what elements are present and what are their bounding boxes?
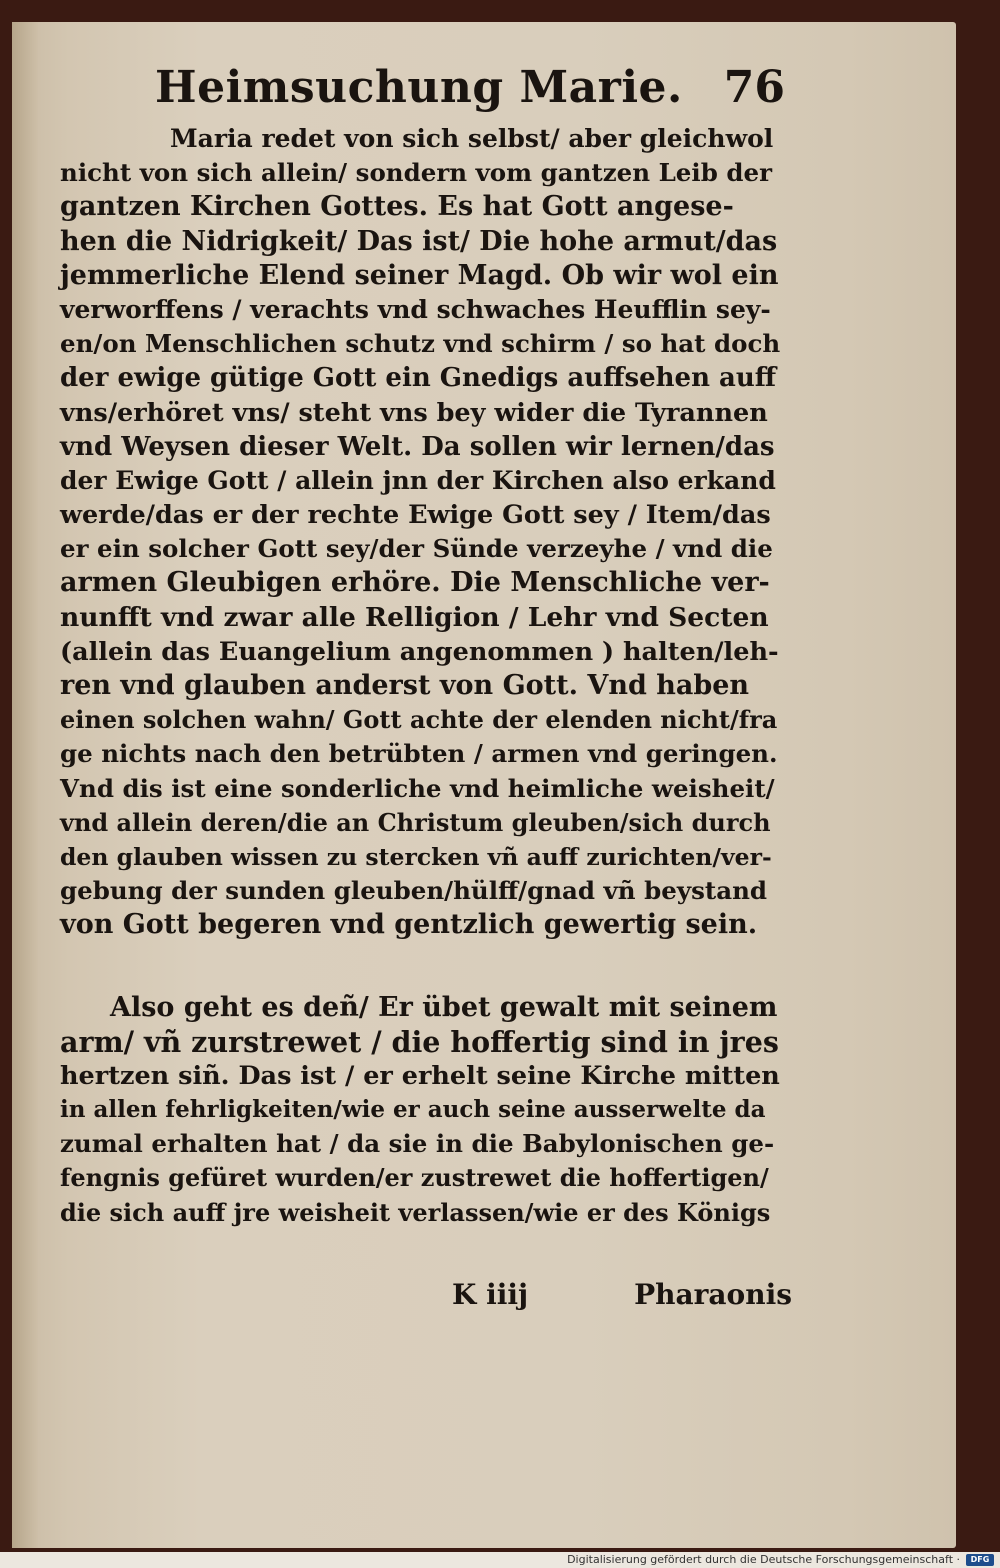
text-line: er ein solcher Gott sey/der Sünde verzeyhe / vnd die — [60, 534, 773, 564]
text-line: von Gott begeren vnd gentzlich gewertig sein. — [60, 909, 758, 941]
text-line: werde/das er der rechte Ewige Gott sey / Item/das — [60, 500, 771, 531]
text-line: in allen fehrligkeiten/wie er auch seine ausserwelte da — [60, 1096, 766, 1124]
text-line: arm/ vñ zurstrewet / die hoffertig sind in jres — [60, 1024, 779, 1059]
text-line: vnd Weysen dieser Welt. Da sollen wir lernen/das — [60, 431, 775, 462]
digitization-footer — [0, 1552, 1000, 1568]
dfg-logo: DFG — [966, 1554, 994, 1566]
text-line: hen die Nidrigkeit/ Das ist/ Die hohe armut/das — [60, 225, 778, 257]
main-text-block — [60, 122, 780, 1230]
funding-credit: Digitalisierung gefördert durch die Deutsche Forschungsgemeinschaft · — [567, 1553, 960, 1566]
text-line: Vnd dis ist eine sonderliche vnd heimliche weisheit/ — [60, 773, 775, 803]
text-line: ge nichts nach den betrübten / armen vnd geringen. — [60, 739, 778, 769]
text-line: nicht von sich allein/ sondern vom gantzen Leib der — [60, 158, 772, 188]
text-line: die sich auff jre weisheit verlassen/wie er des Königs — [60, 1197, 771, 1227]
catchword: Pharaonis — [634, 1278, 792, 1311]
text-line: armen Gleubigen erhöre. Die Menschliche ver- — [60, 567, 770, 599]
book-page — [12, 22, 956, 1548]
text-line: jemmerliche Elend seiner Magd. Ob wir wol ein — [60, 259, 779, 291]
text-line: ren vnd glauben anderst von Gott. Vnd haben — [60, 670, 750, 701]
text-line: der ewige gütige Gott ein Gnedigs auffsehen auff — [60, 363, 777, 394]
text-line: zumal erhalten hat / da sie in die Babylonischen ge- — [60, 1129, 775, 1159]
page-gutter — [12, 22, 38, 1548]
running-title: Heimsuchung Marie. — [155, 62, 683, 113]
text-line: den glauben wissen zu stercken vñ auff zurichten/ver- — [60, 842, 772, 871]
catchline — [452, 1278, 792, 1318]
text-line: einen solchen wahn/ Gott achte der elenden nicht/fra — [60, 705, 778, 735]
text-line: vnd allein deren/die an Christum gleuben/sich durch — [60, 807, 771, 837]
text-line: Also geht es deñ/ Er übet gewalt mit seinem — [110, 991, 778, 1023]
page-header — [155, 62, 785, 122]
text-line: (allein das Euangelium angenommen ) halten/leh- — [60, 636, 779, 667]
text-line: fengnis gefüret wurden/er zustrewet die hoffertigen/ — [60, 1163, 769, 1193]
signature-mark: K iiij — [452, 1278, 529, 1311]
text-line: gebung der sunden gleuben/hülff/gnad vñ beystand — [60, 876, 768, 906]
text-line: nunfft vnd zwar alle Relligion / Lehr vnd Secten — [60, 601, 769, 633]
text-line: en/on Menschlichen schutz vnd schirm / so hat doch — [60, 329, 781, 359]
paragraph-gap — [60, 943, 780, 991]
text-line: gantzen Kirchen Gottes. Es hat Gott angese- — [60, 191, 734, 223]
page-number: 76 — [723, 62, 785, 113]
text-line: vns/erhöret vns/ steht vns bey wider die Tyrannen — [60, 397, 768, 428]
text-line: Maria redet von sich selbst/ aber gleichwol — [170, 124, 774, 153]
text-line: verworffens / verachts vnd schwaches Heufflin sey- — [60, 294, 771, 324]
text-line: hertzen siñ. Das ist / er erhelt seine Kirche mitten — [60, 1060, 780, 1091]
text-line: der Ewige Gott / allein jnn der Kirchen also erkand — [60, 465, 776, 495]
